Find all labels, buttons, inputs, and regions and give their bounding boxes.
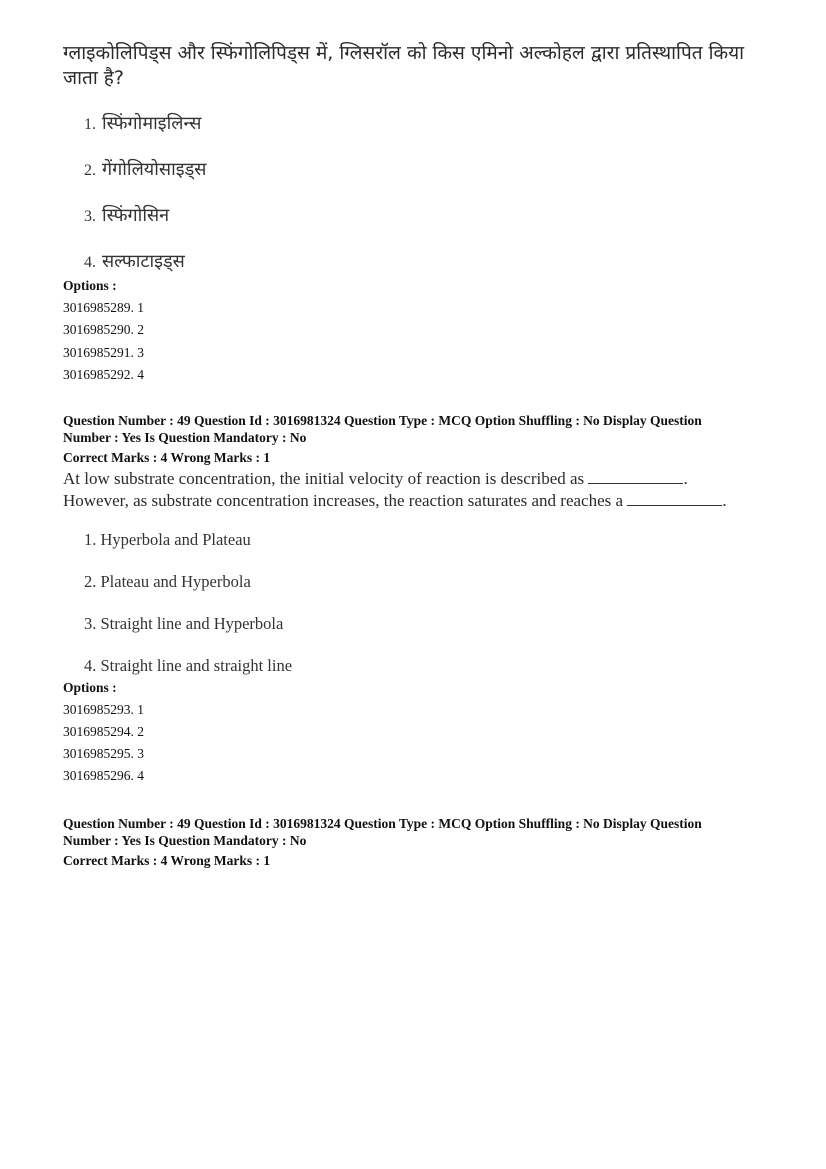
option-number: 3. <box>84 614 97 633</box>
option-id: 3016985294. 2 <box>63 724 144 739</box>
option-id: 3016985293. 1 <box>63 702 144 717</box>
option-number: 2. <box>84 162 96 179</box>
option-id: 3016985296. 4 <box>63 768 144 783</box>
answer-option <box>84 111 201 135</box>
answer-option <box>84 157 206 181</box>
option-id: 3016985295. 3 <box>63 746 144 761</box>
question-meta-line: Number : Yes Is Question Mandatory : No <box>63 833 307 848</box>
option-text: Straight line and straight line <box>100 656 293 675</box>
answer-blank <box>588 469 683 484</box>
option-id: 3016985291. 3 <box>63 345 144 360</box>
option-text: स्फिंगोमाइलिन्स <box>102 113 202 134</box>
option-number: 4. <box>84 656 97 675</box>
option-text: स्फिंगोसिन <box>102 205 170 226</box>
question-text-hindi: ग्लाइकोलिपिड्स और स्फिंगोलिपिड्स में, ग्लिसरॉल को किस एमिनो अल्कोहल द्वारा प्रतिस्थापित किया जाता है? <box>63 42 745 89</box>
option-number: 1. <box>84 530 97 549</box>
question-meta-line: Question Number : 49 Question Id : 3016981324 Question Type : MCQ Option Shuffling : No Display Question <box>63 413 702 428</box>
answer-option <box>84 530 251 550</box>
question-line: However, as substrate concentration increases, the reaction saturates and reaches a <box>63 491 624 510</box>
answer-option <box>84 203 169 227</box>
question-meta-line: Number : Yes Is Question Mandatory : No <box>63 430 307 445</box>
option-text: सल्फाटाइड्स <box>102 251 185 272</box>
option-id: 3016985289. 1 <box>63 300 144 315</box>
option-number: 3. <box>84 208 96 225</box>
options-label: Options : <box>63 278 117 293</box>
answer-option <box>84 656 292 676</box>
option-text: Plateau and Hyperbola <box>100 572 251 591</box>
option-id: 3016985292. 4 <box>63 367 144 382</box>
question-line: At low substrate concentration, the initial velocity of reaction is described as <box>63 469 585 488</box>
question-meta-line: Question Number : 49 Question Id : 3016981324 Question Type : MCQ Option Shuffling : No Display Question <box>63 816 702 831</box>
answer-option <box>84 249 185 273</box>
answer-option <box>84 614 283 634</box>
option-number: 4. <box>84 254 96 271</box>
option-text: गेंगोलियोसाइड्स <box>102 159 207 180</box>
option-number: 1. <box>84 116 96 133</box>
marks-line: Correct Marks : 4 Wrong Marks : 1 <box>63 450 271 465</box>
option-number: 2. <box>84 572 97 591</box>
options-label: Options : <box>63 680 117 695</box>
option-text: Hyperbola and Plateau <box>100 530 251 549</box>
marks-line: Correct Marks : 4 Wrong Marks : 1 <box>63 853 271 868</box>
answer-blank <box>627 491 722 506</box>
answer-option <box>84 572 251 592</box>
question-text-english: At low substrate concentration, the initial velocity of reaction is described as . However, as substrate concentration increases, the reaction saturates and reaches a . <box>63 469 727 510</box>
question-meta <box>63 412 773 466</box>
question-meta <box>63 815 773 869</box>
option-text: Straight line and Hyperbola <box>100 614 284 633</box>
option-id: 3016985290. 2 <box>63 322 144 337</box>
